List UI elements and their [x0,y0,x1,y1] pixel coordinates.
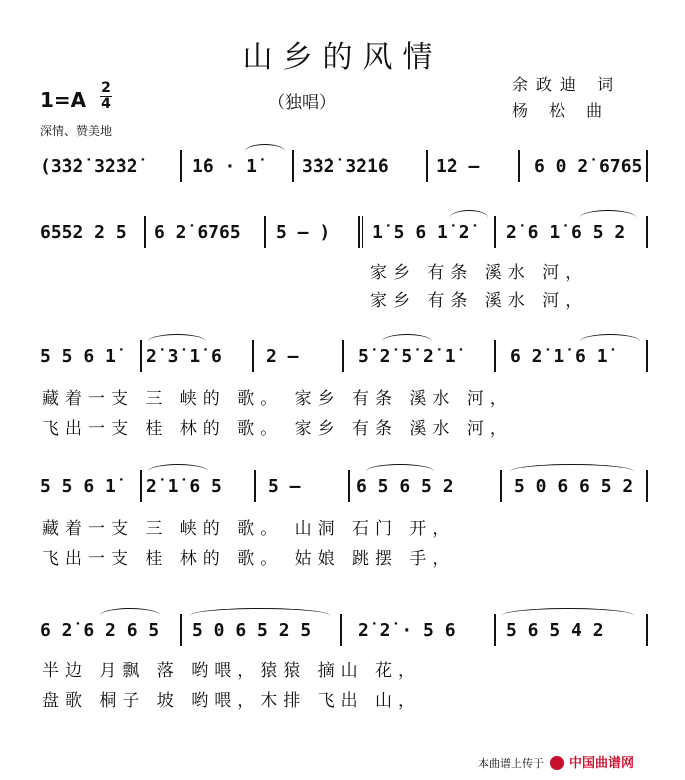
lyric-line: 家乡 有条 溪水 河， [370,291,589,311]
staff-line-4 [40,468,650,502]
slur [245,144,285,159]
barline [646,614,648,646]
slur [148,334,206,349]
slur [580,210,636,225]
measure: 3̇3̇2̇ 3̇2̇1̇6 [302,156,389,177]
barline [340,614,342,646]
measure: 2̇ 2̇ · 5 6 [358,620,456,641]
barline [252,340,254,372]
barline [494,614,496,646]
lyric-line: 藏着一支 三 峡的 歌。 山洞 石门 开， [42,519,456,539]
slur [100,608,160,623]
expression-marking: 深情、赞美地 [40,124,113,138]
measure: 6 2̇ 6765 [154,222,241,243]
slur [366,464,434,479]
slur [148,464,208,479]
slur [510,464,634,479]
barline [646,470,648,502]
measure: 5 — ) [276,222,331,243]
barline [348,470,350,502]
lyric-line: 半边 月飘 落 哟喂，猿猿 摘山 花， [42,661,422,681]
barline [140,340,142,372]
source-footer [478,752,634,771]
slur [502,608,634,623]
barline [144,216,146,248]
site-logo-icon [550,756,564,770]
key-signature: 1=A [40,88,87,112]
barline [254,470,256,502]
slur [382,334,432,349]
barline [292,150,294,182]
lyric-line: 藏着一支 三 峡的 歌。 家乡 有条 溪水 河， [42,389,513,409]
lyric-line: 家乡 有条 溪水 河， [370,263,589,283]
footer-prefix: 本曲谱上传于 [478,757,544,770]
composer-credit: 杨 松 曲 [512,101,611,120]
measure: 2̇ 1̇ 6 5 [146,476,222,497]
barline [362,216,363,248]
barline [494,340,496,372]
barline [358,216,360,248]
slur [190,608,330,623]
measure: 5 0 6 5 2 5 [192,620,312,641]
measure: 6552 2 5 [40,222,127,243]
barline [264,216,266,248]
time-signature-bottom: 4 [101,96,111,112]
staff-line-2 [40,214,650,248]
lyricist-credit: 余政迪 词 [512,75,622,94]
measure: 2̇ 6 1̇ 6 5 2 [506,222,626,243]
staff-line-1 [40,148,650,182]
slur [580,334,640,349]
staff-line-3 [40,338,650,372]
measure: 6 5 6 5 2 [356,476,454,497]
barline [140,470,142,502]
barline [342,340,344,372]
barline [518,150,520,182]
site-link[interactable]: 中国曲谱网 [569,756,635,771]
lyric-line: 飞出一支 桂 林的 歌。 家乡 有条 溪水 河， [42,419,513,439]
measure: 1̇ 5 6 1̇ 2̇ [372,222,470,243]
measure: 5̇ 2̇ 5̇ 2̇ 1̇ [358,346,456,367]
barline [646,340,648,372]
barline [180,150,182,182]
time-signature-top: 2 [101,80,111,96]
performance-note: （独唱） [268,93,336,113]
measure: 1̇2 — [436,156,480,177]
measure: 6 2̇ 1̇ 6 1̇ [510,346,608,367]
measure: (3̇3̇2̇ 3̇2̇3̇2̇ [40,156,138,177]
staff-line-5 [40,612,650,646]
measure: 6 0 2̇ 6765 [534,156,643,177]
lyric-line: 盘歌 桐子 坡 哟喂，木排 飞出 山， [42,691,422,711]
barline [646,216,648,248]
measure: 1̇6 · 1̇ [192,156,258,177]
barline [500,470,502,502]
slur [450,210,488,225]
page-title: 山乡的风情 [242,40,443,75]
measure: 2 — [266,346,299,367]
time-signature [100,82,112,111]
measure: 6 2̇ 6 2 6 5 [40,620,160,641]
barline [646,150,648,182]
measure: 5 — [268,476,301,497]
barline [426,150,428,182]
measure: 2̇ 3̇ 1̇ 6 [146,346,222,367]
lyric-line: 飞出一支 桂 林的 歌。 姑娘 跳摆 手， [42,549,456,569]
barline [180,614,182,646]
measure: 5 6 5 4 2 [506,620,604,641]
measure: 5 5 6 1̇ [40,346,116,367]
measure: 5 5 6 1̇ [40,476,116,497]
measure: 5 0 6 6 5 2 [514,476,634,497]
barline [494,216,496,248]
